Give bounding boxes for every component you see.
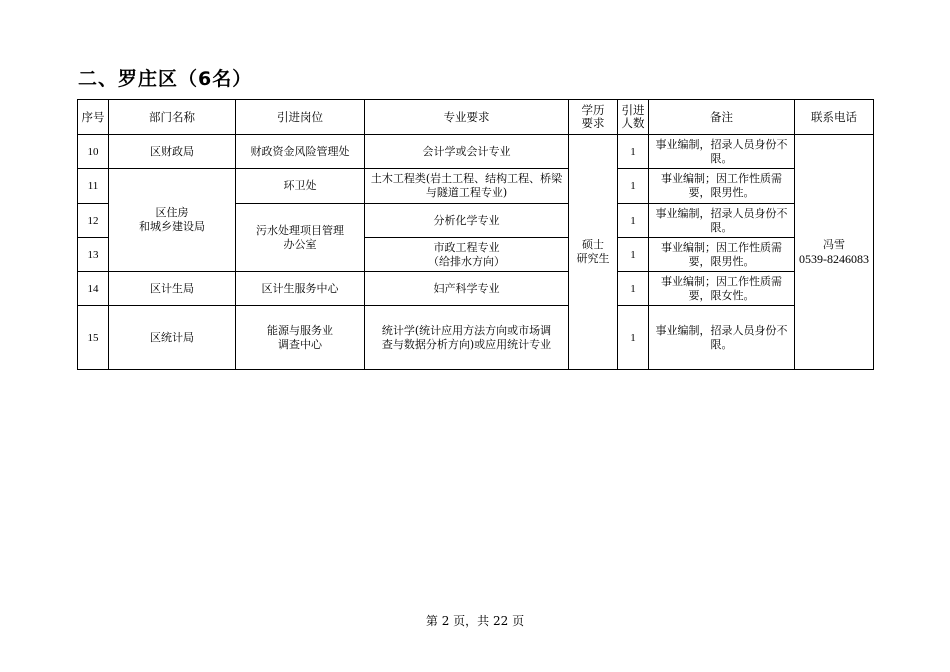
header-major: 专业要求	[365, 100, 569, 135]
table-row	[78, 272, 874, 306]
header-education-line2: 要求	[581, 116, 605, 130]
section-title: 二、罗庄区（6名）	[78, 68, 253, 90]
row-count: 1	[618, 272, 649, 306]
major-line1: 土木工程类(岩土工程、结构工程、桥梁	[370, 172, 563, 185]
post-line1: 能源与服务业	[267, 323, 333, 337]
education-requirement	[569, 135, 618, 370]
row-major: 会计学或会计专业	[365, 135, 569, 169]
post-sewage-line2: 办公室	[283, 237, 317, 251]
education-line1: 硕士	[582, 238, 604, 251]
row-major: 妇产科学专业	[365, 272, 569, 306]
major-line2: 查与数据分析方向)或应用统计专业	[381, 337, 552, 351]
row-count: 1	[618, 135, 649, 169]
row-major	[365, 306, 569, 370]
row-note: 事业编制；因工作性质需要，限男性。	[649, 169, 795, 204]
row-note: 事业编制；因工作性质需要，限男性。	[649, 238, 795, 272]
header-contact: 联系电话	[795, 100, 874, 135]
recruitment-table	[77, 99, 874, 370]
row-major	[365, 238, 569, 272]
contact-name: 冯雪	[823, 237, 845, 251]
row-note: 事业编制；因工作性质需要，限女性。	[649, 272, 795, 306]
dept-housing-line2: 和城乡建设局	[139, 220, 205, 233]
row-note: 事业编制，招录人员身份不限。	[649, 306, 795, 370]
header-post: 引进岗位	[236, 100, 365, 135]
contact-info	[795, 135, 874, 370]
row-seq: 11	[78, 169, 109, 204]
header-count	[618, 100, 649, 135]
header-seq: 序号	[78, 100, 109, 135]
row-count: 1	[618, 306, 649, 370]
row-post: 环卫处	[236, 169, 365, 204]
contact-phone: 0539-8246083	[799, 251, 869, 266]
row-dept: 区财政局	[109, 135, 236, 169]
header-education	[569, 100, 618, 135]
row-seq: 14	[78, 272, 109, 306]
row-seq: 12	[78, 204, 109, 238]
row-seq: 13	[78, 238, 109, 272]
table-row	[78, 306, 874, 370]
row-count: 1	[618, 238, 649, 272]
row-major	[365, 169, 569, 204]
table-row	[78, 135, 874, 169]
education-line2: 研究生	[576, 252, 610, 265]
table-header-row	[78, 100, 874, 135]
table-row	[78, 169, 874, 204]
header-dept: 部门名称	[109, 100, 236, 135]
dept-housing-line1: 区住房	[155, 206, 189, 219]
row-major: 分析化学专业	[365, 204, 569, 238]
row-post	[236, 306, 365, 370]
row-post-sewage	[236, 204, 365, 272]
row-seq: 10	[78, 135, 109, 169]
header-note: 备注	[649, 100, 795, 135]
page-footer: 第 2 页，共 22 页	[425, 614, 525, 628]
row-count: 1	[618, 204, 649, 238]
header-count-line2: 人数	[621, 116, 645, 130]
major-line1: 市政工程专业	[433, 240, 500, 254]
row-seq: 15	[78, 306, 109, 370]
major-line1: 统计学(统计应用方法方向或市场调	[381, 323, 552, 337]
header-education-line1: 学历	[581, 103, 605, 117]
row-note: 事业编制，招录人员身份不限。	[649, 204, 795, 238]
major-line2: （给排水方向）	[428, 254, 505, 268]
row-dept: 区统计局	[109, 306, 236, 370]
header-count-line1: 引进	[621, 103, 645, 117]
row-dept-housing	[109, 169, 236, 272]
row-note: 事业编制，招录人员身份不限。	[649, 135, 795, 169]
row-post: 区计生服务中心	[236, 272, 365, 306]
row-post: 财政资金风险管理处	[236, 135, 365, 169]
row-count: 1	[618, 169, 649, 204]
post-line2: 调查中心	[278, 337, 322, 351]
major-line2: 与隧道工程专业)	[425, 186, 508, 199]
row-dept: 区计生局	[109, 272, 236, 306]
post-sewage-line1: 污水处理项目管理	[256, 223, 344, 237]
